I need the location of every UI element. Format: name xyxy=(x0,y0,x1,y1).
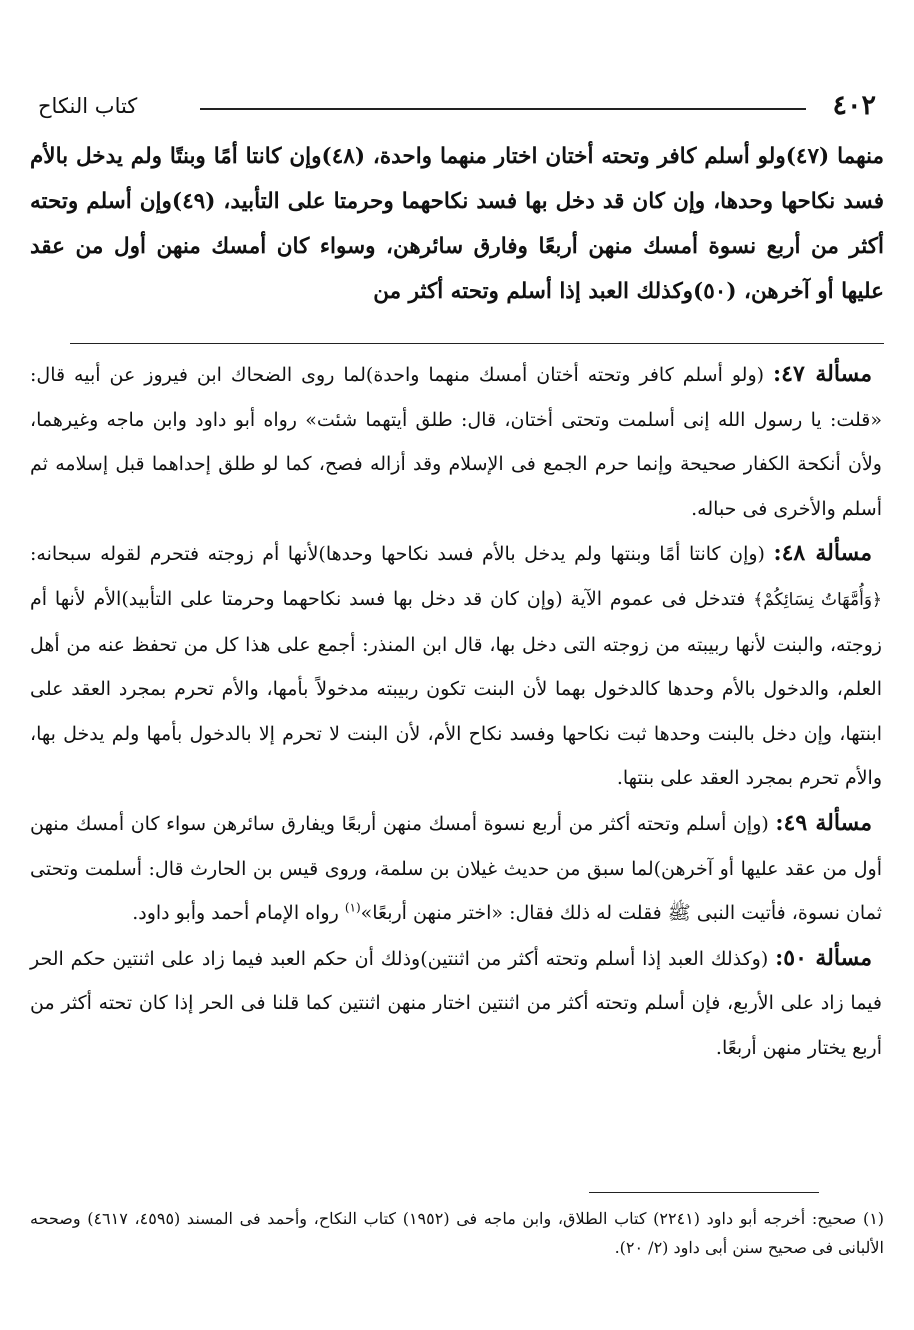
masala-label: مسألة ٤٩: xyxy=(775,809,872,836)
page-number: ٤٠٢ xyxy=(832,90,876,121)
masala-50 xyxy=(30,936,882,1071)
page-header xyxy=(30,88,884,128)
masala-49 xyxy=(30,801,882,936)
masala-text: (وكذلك العبد إذا أسلم وتحته أكثر من اثنتين)وذلك أن حكم العبد فيما زاد على اثنتين حكم الحر فيما زاد على الأربع، فإن أسلم وتحته أكثر من اثنتين اختار منهن اثنتين كما قلنا فى الحر إذا كان تحته أكثر من أربع يختار منهن أربعًا. xyxy=(30,947,882,1059)
masala-label: مسألة ٤٧: xyxy=(773,361,872,387)
masala-text: (وإن أسلم وتحته أكثر من أربع نسوة أمسك منهن أربعًا ويفارق سائرهن سواء كان أمسك منهن أول من عقد عليها أو آخرهن)لما سبق من حديث غيلان بن سلمة، وروى قيس بن الحارث قال: أسلمت وتحتى ثمان نسوة، فأتيت النبى ﷺ فقلت له ذلك فقال: «اختر منهن أربعًا» xyxy=(30,812,882,925)
main-text: منهما (٤٧)ولو أسلم كافر وتحته أختان اختار منهما واحدة، (٤٨)وإن كانتا أمًا وبنتًا ولم يدخل بالأم فسد نكاحها وحدها، وإن كان قد دخل بها فسد نكاحهما وحرمتا على التأبيد، (٤٩)وإن أسلم وتحته أكثر من أربع نسوة أمسك منهن أربعًا وفارق سائرهن، وسواء كان أمسك منهن أول من عقد عليها أو آخرهن، (٥٠)وكذلك العبد إذا أسلم وتحته أكثر من xyxy=(30,144,884,304)
footnote-reference[interactable]: (١) xyxy=(344,900,361,915)
masala-text: رواه الإمام أحمد وأبو داود. xyxy=(132,902,339,925)
masala-text: (وإن كانتا أمًا وبنتها ولم يدخل بالأم فسد نكاحها وحدها)لأنها أم زوجته فتحرم لقوله سبحانه: xyxy=(30,543,765,566)
section-divider xyxy=(70,343,884,344)
masala-47 xyxy=(30,352,882,531)
footnote: (١) صحيح: أخرجه أبو داود (٢٢٤١) كتاب الطلاق، وابن ماجه فى (١٩٥٢) كتاب النكاح، وأحمد فى المسند (٤٥٩٥، ٤٦١٧) وصححه الألبانى فى صحيح سنن أبى داود (٢/ ٢٠). xyxy=(30,1209,885,1257)
masala-text: (ولو أسلم كافر وتحته أختان أمسك منهما واحدة)لما روى الضحاك ابن فيروز عن أبيه قال: «قلت: يا رسول الله إنى أسلمت وتحتى أختان، قال: طلق أيتهما شئت» رواه أبو داود وابن ماجه وغيرهما، ولأن أنكحة الكفار صحيحة وإنما حرم الجمع فى الإسلام وقد أزاله فصح، كما لو طلق إحداهما قبل إسلامه ثم أسلم والأخرى فى حباله. xyxy=(30,364,883,520)
running-title: كتاب النكاح xyxy=(38,94,138,118)
masala-label: مسألة ٤٨: xyxy=(773,540,872,567)
footnote-rule xyxy=(589,1192,819,1193)
quran-verse: ﴿وَأُمَّهَاتُ نِسَائِكُمْ﴾ xyxy=(753,589,882,610)
header-rule xyxy=(200,108,806,110)
masala-text: فتدخل فى عموم الآية (وإن كان قد دخل بها فسد نكاحهما وحرمتا على التأبيد)الأم لأنها أم زوجته، والبنت لأنها ربيبته من زوجته التى دخل بها، قال ابن المنذر: أجمع على هذا كل من تحفظ عنه من أهل العلم، والدخول بالأم وحدها كالدخول بهما لأن البنت تكون ربيبته مدخولاً بأمها، والأم تحرم بمجرد العقد على ابنتها، وإن دخل بالبنت وحدها ثبت نكاحها وفسد نكاح الأم، لأن البنت لا تحرم إلا بالدخول بأمها ولم يدخل بها، والأم تحرم بمجرد العقد على بنتها. xyxy=(30,587,882,790)
commentary xyxy=(30,352,882,1071)
masala-48 xyxy=(30,531,882,801)
masala-label: مسألة ٥٠: xyxy=(775,944,872,971)
